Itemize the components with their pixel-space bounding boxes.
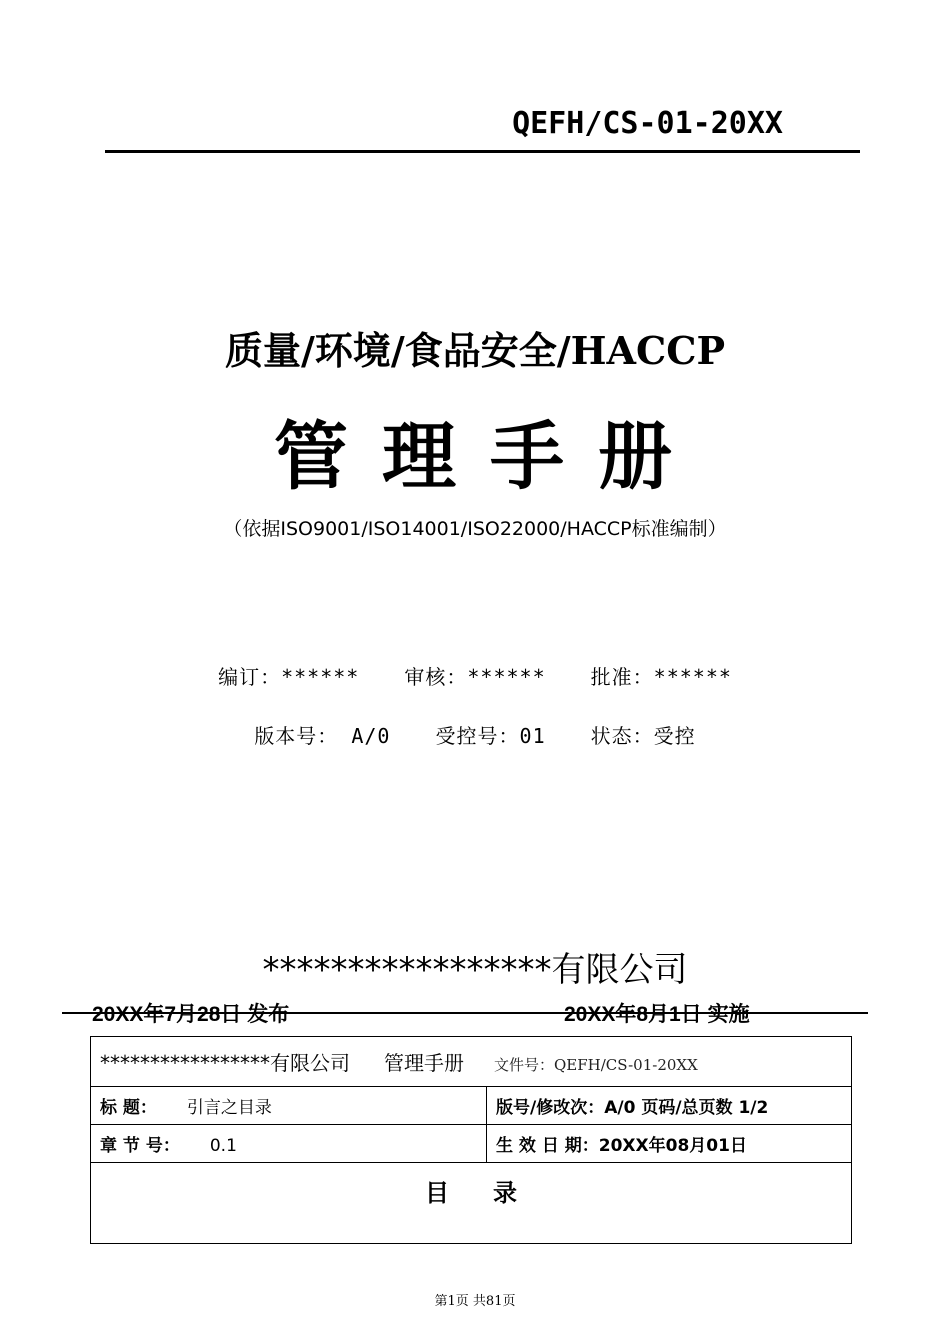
table-doc-number: 文件号：QEFH/CS-01-20XX [494,1056,698,1074]
version-cell [487,1087,852,1125]
compiled-by: 编订：****** [218,665,360,689]
company-name: *****************有限公司 [262,950,688,990]
table-row [91,1037,852,1087]
table-row [91,1125,852,1163]
control-number: 受控号：01 [435,724,546,748]
signoff-row [0,661,950,690]
chapter-value: 0.1 [209,1136,237,1156]
table-row [91,1163,852,1244]
table-manual-name: 管理手册 [384,1051,464,1075]
company-cell [91,1037,852,1087]
effective-cell [487,1125,852,1163]
chapter-label: 章 节 号： [100,1136,180,1156]
table-row [91,1087,852,1125]
date-row [62,998,868,1028]
header-rule [105,150,860,153]
title-cell [91,1087,487,1125]
version-info: 版号/修改次：A/0 页码/总页数 1/2 [496,1098,769,1118]
effective-date: 20XX年8月1日 实施 [564,1003,750,1026]
document-code: QEFH/CS-01-20XX [512,106,783,141]
control-status: 状态：受控 [590,724,696,748]
version-number: 版本号： A/0 [254,724,391,748]
chapter-cell [91,1125,487,1163]
cover-title-subject: 质量/环境/食品安全/HACCP [224,328,726,373]
cover-title-main: 管理手册 [274,414,706,500]
publish-date: 20XX年7月28日 发布 [92,1003,290,1026]
title-label: 标 题： [100,1098,157,1118]
title-value: 引言之目录 [186,1098,272,1118]
version-row [0,720,950,749]
table-company-name: *****************有限公司 [100,1051,350,1075]
document-header-table [90,1036,852,1244]
approved-by: 批准：****** [590,665,732,689]
toc-cell [91,1163,852,1244]
toc-heading: 目录 [425,1179,561,1207]
effective-info: 生 效 日 期：20XX年08月01日 [496,1136,747,1156]
reviewed-by: 审核：****** [404,665,546,689]
cover-basis-note: （依据ISO9001/ISO14001/ISO22000/HACCP标准编制） [223,518,727,540]
page-number: 第1页 共81页 [434,1294,516,1309]
